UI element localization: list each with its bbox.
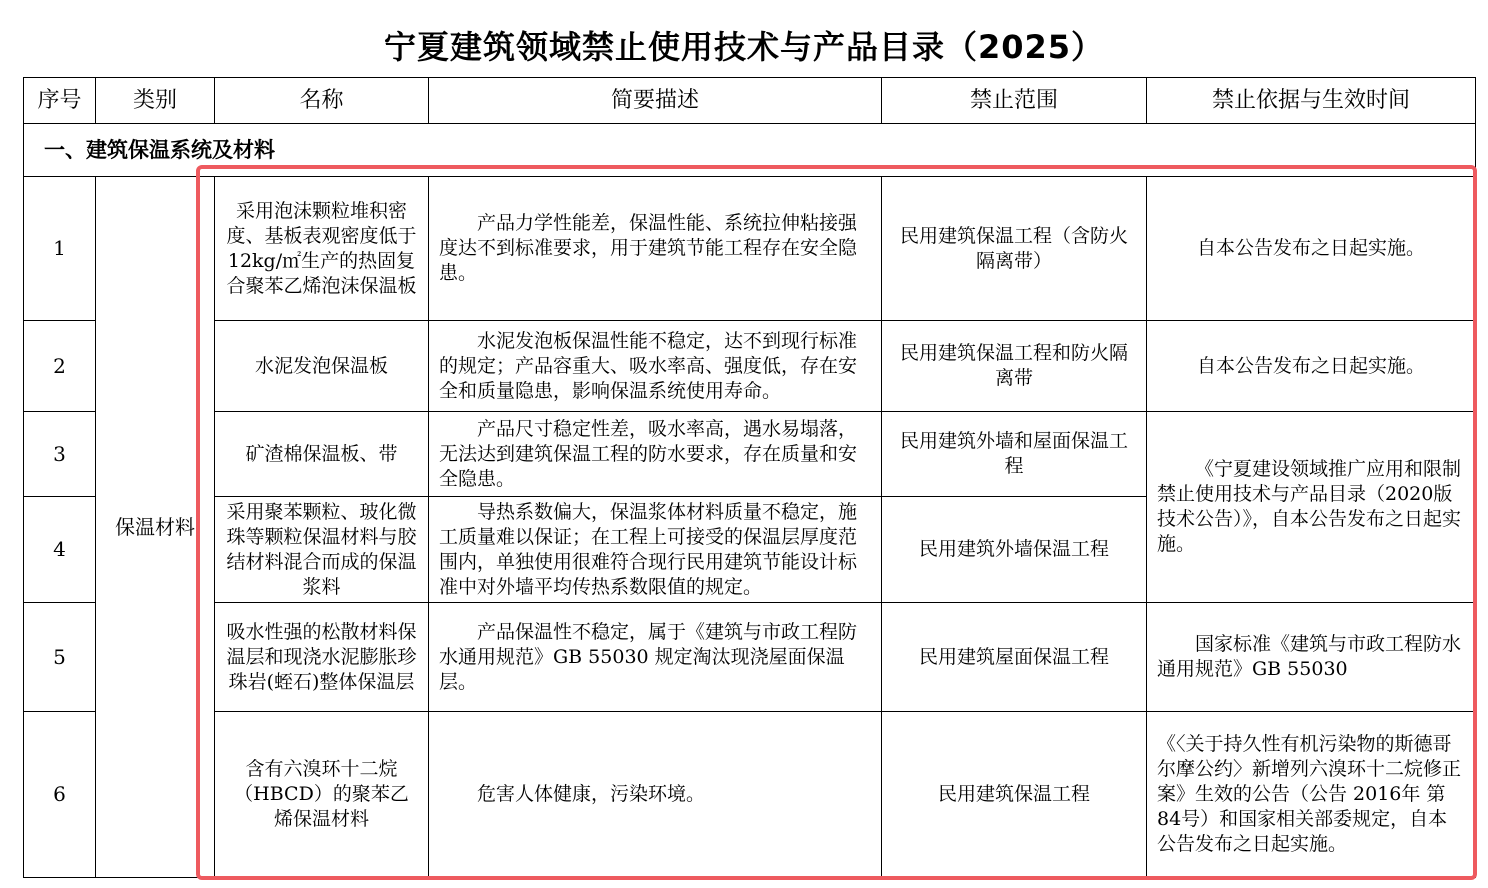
row-scope: 民用建筑保温工程（含防火隔离带） bbox=[882, 177, 1147, 321]
row-description: 产品力学性能差，保温性能、系统拉伸粘接强度达不到标准要求，用于建筑节能工程存在安全隐患。 bbox=[429, 177, 882, 321]
row-basis: 自本公告发布之日起实施。 bbox=[1147, 177, 1476, 321]
row-basis: 《〈关于持久性有机污染物的斯德哥尔摩公约〉新增列六溴环十二烷修正案》生效的公告（公告 2016年 第84号）和国家相关部委规定，自本公告发布之日起实施。 bbox=[1147, 712, 1476, 878]
column-header-basis: 禁止依据与生效时间 bbox=[1147, 78, 1476, 124]
row-seq: 6 bbox=[24, 712, 96, 878]
row-name: 采用聚苯颗粒、玻化微珠等颗粒保温材料与胶结材料混合而成的保温浆料 bbox=[215, 497, 429, 603]
column-header-description: 简要描述 bbox=[429, 78, 882, 124]
row-seq: 2 bbox=[24, 321, 96, 412]
page-title: 宁夏建筑领域禁止使用技术与产品目录（2025） bbox=[383, 28, 1105, 66]
row-seq: 4 bbox=[24, 497, 96, 603]
row-seq: 1 bbox=[24, 177, 96, 321]
row-basis: 《宁夏建设领域推广应用和限制禁止使用技术与产品目录（2020版技术公告）》，自本公告发布之日起实施。 bbox=[1147, 412, 1476, 603]
row-basis: 国家标准《建筑与市政工程防水通用规范》GB 55030 bbox=[1147, 603, 1476, 712]
table-header-row bbox=[24, 78, 1476, 124]
section-title: 一、建筑保温系统及材料 bbox=[24, 124, 1476, 177]
row-description: 危害人体健康，污染环境。 bbox=[429, 712, 882, 878]
row-name: 矿渣棉保温板、带 bbox=[215, 412, 429, 497]
section-row bbox=[24, 124, 1476, 177]
row-name: 采用泡沫颗粒堆积密度、基板表观密度低于12kg/㎡生产的热固复合聚苯乙烯泡沫保温板 bbox=[215, 177, 429, 321]
table-row bbox=[24, 177, 1476, 321]
column-header-seq: 序号 bbox=[24, 78, 96, 124]
row-scope: 民用建筑保温工程 bbox=[882, 712, 1147, 878]
row-description: 产品尺寸稳定性差，吸水率高，遇水易塌落，无法达到建筑保温工程的防水要求，存在质量和安全隐患。 bbox=[429, 412, 882, 497]
row-name: 水泥发泡保温板 bbox=[215, 321, 429, 412]
row-name: 含有六溴环十二烷（HBCD）的聚苯乙烯保温材料 bbox=[215, 712, 429, 878]
row-name: 吸水性强的松散材料保温层和现浇水泥膨胀珍珠岩(蛭石)整体保温层 bbox=[215, 603, 429, 712]
row-seq: 3 bbox=[24, 412, 96, 497]
row-scope: 民用建筑外墙保温工程 bbox=[882, 497, 1147, 603]
catalog-table bbox=[23, 77, 1476, 878]
row-scope: 民用建筑保温工程和防火隔离带 bbox=[882, 321, 1147, 412]
row-basis: 自本公告发布之日起实施。 bbox=[1147, 321, 1476, 412]
category-cell: 保温材料 bbox=[96, 177, 215, 878]
column-header-scope: 禁止范围 bbox=[882, 78, 1147, 124]
row-description: 产品保温性不稳定，属于《建筑与市政工程防水通用规范》GB 55030 规定淘汰现浇屋面保温层。 bbox=[429, 603, 882, 712]
column-header-category: 类别 bbox=[96, 78, 215, 124]
table-row bbox=[24, 603, 1476, 712]
row-scope: 民用建筑屋面保温工程 bbox=[882, 603, 1147, 712]
row-seq: 5 bbox=[24, 603, 96, 712]
row-scope: 民用建筑外墙和屋面保温工程 bbox=[882, 412, 1147, 497]
table-row bbox=[24, 321, 1476, 412]
row-description: 导热系数偏大，保温浆体材料质量不稳定，施工质量难以保证；在工程上可接受的保温层厚度范围内，单独使用很难符合现行民用建筑节能设计标准中对外墙平均传热系数限值的规定。 bbox=[429, 497, 882, 603]
row-description: 水泥发泡板保温性能不稳定，达不到现行标准的规定；产品容重大、吸水率高、强度低，存在安全和质量隐患，影响保温系统使用寿命。 bbox=[429, 321, 882, 412]
column-header-name: 名称 bbox=[215, 78, 429, 124]
table-row bbox=[24, 412, 1476, 497]
table-row bbox=[24, 712, 1476, 878]
